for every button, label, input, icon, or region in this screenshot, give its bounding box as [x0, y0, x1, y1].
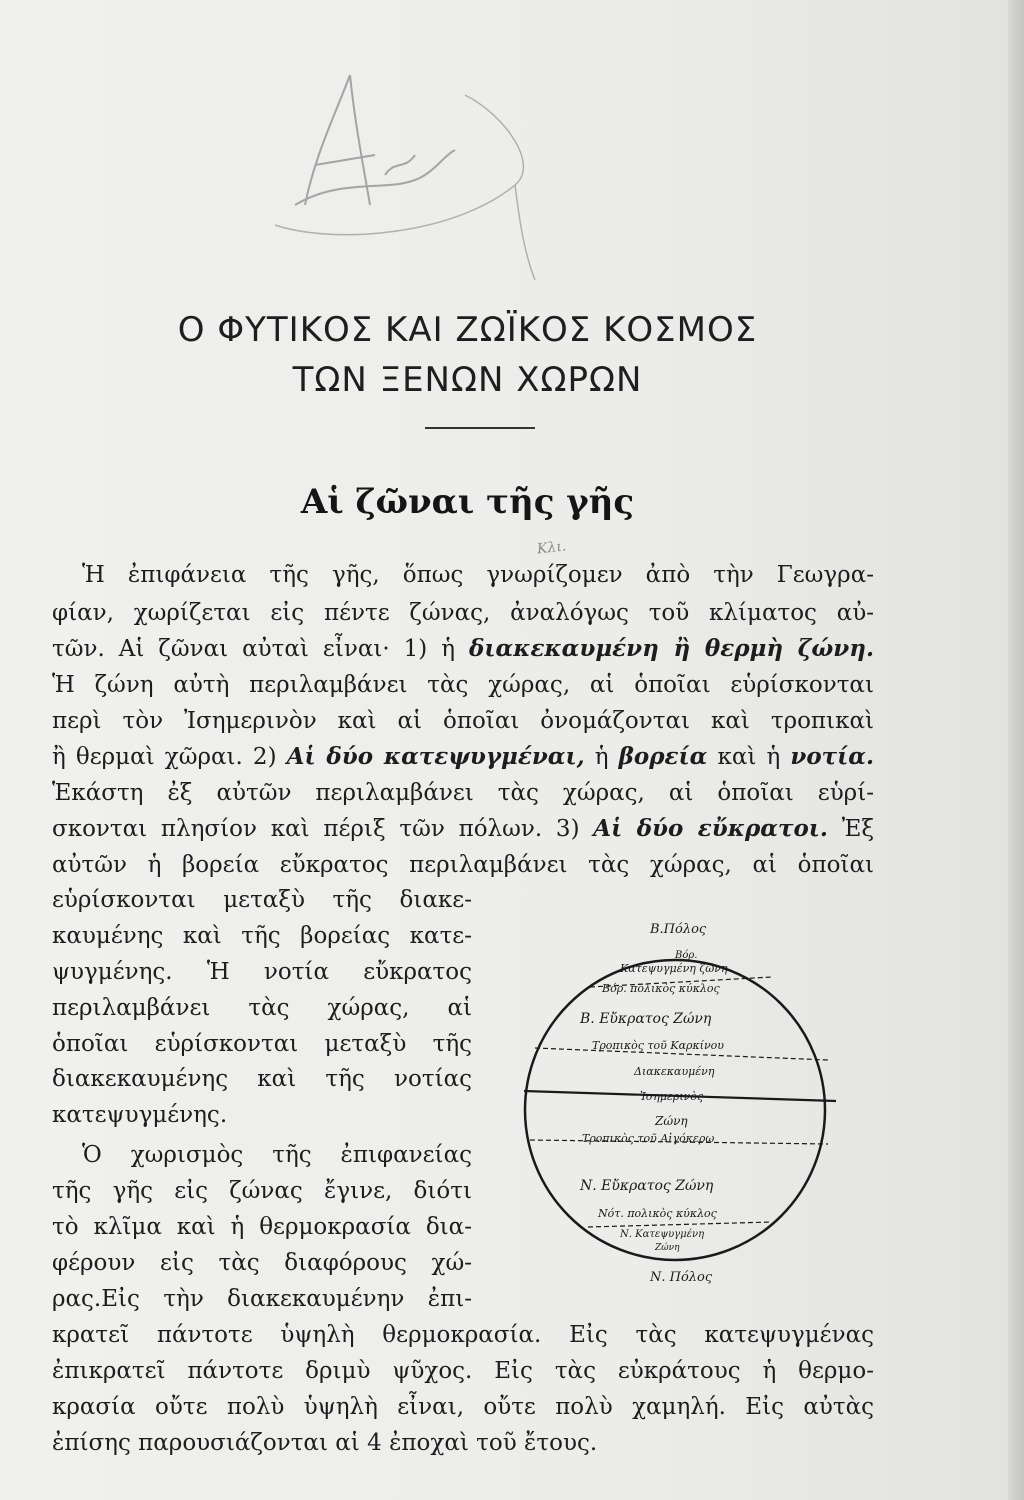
title-divider: [425, 427, 535, 429]
text-span: Ἐξ: [827, 816, 874, 842]
antarctic-circle-label: Νότ. πολικὸς κύκλος: [598, 1207, 717, 1220]
text-line: κρατεῖ πάντοτε ὑψηλὴ θερμοκρασία. Εἰς τὰς κατεψυγμένας: [52, 1322, 874, 1348]
text-span: καὶ ἡ: [707, 744, 791, 770]
earth-zones-diagram: [510, 915, 850, 1295]
text-line: κατεψυγμένης.: [52, 1102, 228, 1128]
term-north: βορεία: [618, 743, 708, 770]
north-frigid-label-1: Βόρ.: [675, 950, 698, 961]
text-line: τῆς γῆς εἰς ζώνας ἔγινε, διότι: [52, 1178, 472, 1204]
text-span: ἢ θερμαὶ χῶραι. 2): [52, 744, 287, 770]
text-span: τῶν. Αἱ ζῶναι αὐταὶ εἶναι· 1) ἡ: [52, 636, 470, 662]
north-frigid-label-2: Κατεψυγμένη ζώνη: [620, 962, 728, 975]
term-torrid-zone: διακεκαυμένη ἢ θερμὴ ζώνη.: [469, 635, 874, 662]
tropic-cancer-label: Τροπικὸς τοῦ Καρκίνου: [592, 1039, 724, 1052]
text-line: εὑρίσκονται μεταξὺ τῆς διακε-: [52, 887, 472, 913]
north-pole-label: Β.Πόλος: [650, 922, 707, 937]
text-line: κρασία οὔτε πολὺ ὑψηλὴ εἶναι, οὔτε πολὺ χαμηλή. Εἰς αὐτὰς: [52, 1394, 874, 1420]
arctic-circle-label: Βόρ. πολικὸς κύκλος: [602, 982, 720, 995]
text-line: ἐπίσης παρουσιάζονται αἱ 4 ἐποχαὶ τοῦ ἔτους.: [52, 1430, 598, 1456]
term-frigid-zones: Αἱ δύο κατεψυγμέναι,: [286, 743, 585, 770]
page-title-line-2: ΤΩΝ ΞΕΝΩΝ ΧΩΡΩΝ: [292, 360, 643, 400]
text-line: [52, 814, 874, 844]
text-line: περιλαμβάνει τὰς χώρας, αἱ: [52, 995, 472, 1021]
text-line: Ὁ χωρισμὸς τῆς ἐπιφανείας: [82, 1142, 472, 1168]
text-line: Ἡ ζώνη αὐτὴ περιλαμβάνει τὰς χώρας, αἱ ὁποῖαι εὑρίσκονται: [52, 672, 874, 698]
tropic-capricorn-label: Τροπικὸς τοῦ Αἰγόκερω: [582, 1132, 715, 1145]
text-line: φέρουν εἰς τὰς διαφόρους χώ-: [52, 1250, 472, 1276]
text-span: σκονται πλησίον καὶ πέριξ τῶν πόλων. 3): [52, 816, 594, 842]
antarctic-circle-line: [588, 1222, 772, 1227]
page-title-line-1: Ο ΦΥΤΙΚΟΣ ΚΑΙ ΖΩΪΚΟΣ ΚΟΣΜΟΣ: [177, 310, 758, 350]
term-temperate-zones: Αἱ δύο εὔκρατοι.: [593, 815, 828, 842]
south-pole-label: Ν. Πόλος: [650, 1270, 713, 1285]
text-line: [52, 742, 874, 772]
text-line: ρας.Εἰς τὴν διακεκαυμένην ἐπι-: [52, 1286, 472, 1312]
term-south: νοτία.: [790, 743, 874, 770]
text-line: καυμένης καὶ τῆς βορείας κατε-: [52, 923, 472, 949]
text-line: φίαν, χωρίζεται εἰς πέντε ζώνας, ἀναλόγως τοῦ κλίματος αὐ-: [52, 600, 874, 626]
pencil-annotation: Κλι.: [536, 538, 568, 558]
torrid-label-1: Διακεκαυμένη: [634, 1065, 715, 1078]
text-line: διακεκαυμένης καὶ τῆς νοτίας: [52, 1066, 472, 1092]
south-frigid-label-1: Ν. Κατεψυγμένη: [620, 1229, 705, 1240]
page-edge: [1008, 0, 1024, 1500]
equator-label: Ἰσημερινὸς: [640, 1090, 704, 1103]
text-line: τὸ κλῖμα καὶ ἡ θερμοκρασία δια-: [52, 1214, 472, 1240]
text-span: ἡ: [584, 744, 619, 770]
text-line: περὶ τὸν Ἰσημερινὸν καὶ αἱ ὁποῖαι ὀνομάζονται καὶ τροπικαὶ: [52, 708, 874, 734]
text-line: αὐτῶν ἡ βορεία εὔκρατος περιλαμβάνει τὰς χώρας, αἱ ὁποῖαι: [52, 852, 874, 878]
text-line: [52, 634, 874, 664]
section-heading: Αἱ ζῶναι τῆς γῆς: [300, 482, 635, 522]
south-temperate-label: Ν. Εὔκρατος Ζώνη: [580, 1178, 714, 1194]
south-frigid-label-2: Ζώνη: [655, 1243, 680, 1253]
text-line: ψυγμένης. Ἡ νοτία εὔκρατος: [52, 959, 472, 985]
text-line: ὁποῖαι εὑρίσκονται μεταξὺ τῆς: [52, 1031, 472, 1057]
pencil-signature: [255, 55, 555, 295]
text-line: ἐπικρατεῖ πάντοτε δριμὺ ψῦχος. Εἰς τὰς εὐκράτους ἡ θερμο-: [52, 1358, 874, 1384]
text-line: Ἑκάστη ἐξ αὐτῶν περιλαμβάνει τὰς χώρας, αἱ ὁποῖαι εὑρί-: [52, 780, 874, 806]
text-line: Ἡ ἐπιφάνεια τῆς γῆς, ὅπως γνωρίζομεν ἀπὸ τὴν Γεωγρα-: [82, 562, 874, 588]
north-temperate-label: Β. Εὔκρατος Ζώνη: [580, 1011, 712, 1027]
torrid-label-2: Ζώνη: [655, 1114, 688, 1128]
